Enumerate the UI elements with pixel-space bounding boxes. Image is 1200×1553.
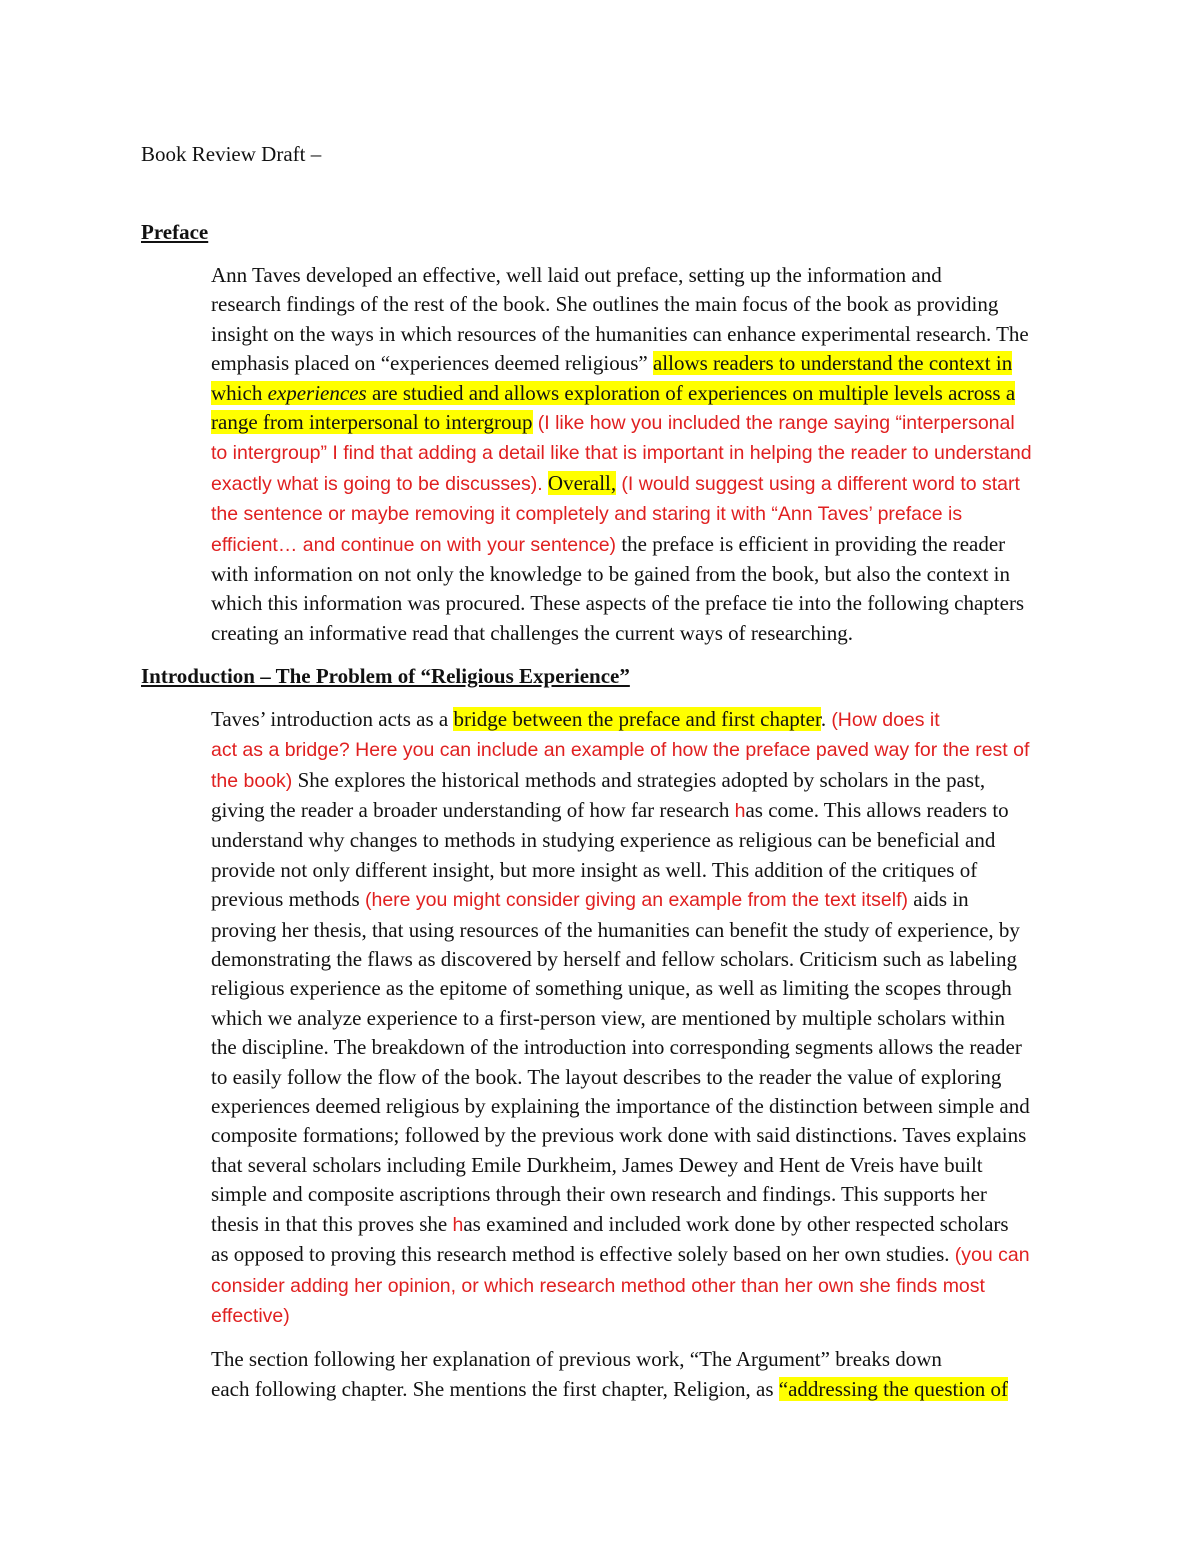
review-comment: consider adding her opinion, or which research method other than her own she finds most: [211, 1274, 985, 1297]
section-heading-introduction: Introduction – The Problem of “Religious Experience”: [141, 664, 630, 689]
review-comment: exactly what is going to be discusses).: [211, 472, 543, 495]
text-line: [141, 1180, 1060, 1209]
text-run: previous methods: [211, 887, 365, 912]
text-run: experiences deemed religious by explaining the importance of the distinction between simple and: [211, 1094, 1030, 1119]
review-comment: (you can: [954, 1244, 1030, 1267]
highlighted-text: bridge between the preface and first chapter: [453, 706, 821, 731]
text-line: [141, 735, 1060, 765]
review-comment: h: [734, 800, 746, 822]
text-run: which this information was procured. These aspects of the preface tie into the following chapters: [211, 591, 1025, 616]
text-line: [141, 1301, 1060, 1331]
text-line: [141, 530, 1060, 560]
text-line: [141, 379, 1060, 408]
highlighted-text: are studied and allows exploration of experiences on multiple levels across a: [366, 380, 1016, 405]
body-paragraph: [141, 1345, 1060, 1404]
section-body-preface: [141, 261, 1060, 648]
text-run: giving the reader a broader understanding of how far research: [211, 798, 735, 822]
text-run: emphasis placed on “experiences deemed religious”: [211, 351, 653, 376]
text-line: [141, 469, 1060, 499]
section-heading-preface: Preface: [141, 219, 209, 244]
highlighted-text: which: [211, 380, 268, 405]
text-run: each following chapter. She mentions the first chapter, Religion, as: [211, 1376, 779, 1401]
review-comment: act as a bridge? Here you can include an example of how the preface paved way for the rest of: [211, 739, 1030, 762]
text-run: with information on not only the knowledge to be gained from the book, but also the context in: [211, 562, 1011, 587]
text-line: [141, 1345, 1060, 1374]
review-comment: effective): [211, 1304, 290, 1327]
text-line: [141, 320, 1060, 349]
highlighted-text: range from interpersonal to intergroup: [211, 410, 533, 435]
text-run: religious experience as the epitome of something unique, as well as limiting the scopes through: [211, 976, 1012, 1001]
text-line: [141, 916, 1060, 945]
text-run: She explores the historical methods and strategies adopted by scholars in the past,: [292, 767, 986, 792]
text-line: [141, 856, 1060, 885]
text-run: composite formations; followed by the previous work done with said distinctions. Taves explains: [211, 1123, 1027, 1148]
text-run: proving her thesis, that using resources of the humanities can benefit the study of experience, by: [211, 917, 1020, 942]
text-line: [141, 1271, 1060, 1301]
text-run: .: [820, 706, 832, 731]
text-line: [141, 885, 1060, 915]
text-run: Ann Taves developed an effective, well laid out preface, setting up the information and: [211, 263, 942, 287]
highlighted-text: experiences: [267, 380, 367, 405]
body-paragraph: [141, 261, 1060, 648]
text-run: as opposed to proving this research method is effective solely based on her own studies.: [211, 1242, 955, 1267]
review-comment: h: [452, 1213, 464, 1236]
text-line: [141, 1240, 1060, 1270]
text-line: [141, 705, 1060, 735]
text-line: [141, 1004, 1060, 1033]
text-run: research findings of the rest of the book. She outlines the main focus of the book as providing: [211, 292, 999, 317]
text-run: thesis in that this proves she: [211, 1211, 453, 1236]
review-comment: (How does it: [831, 708, 940, 731]
text-line: [141, 826, 1060, 855]
text-line: [141, 261, 1060, 290]
text-line: [141, 589, 1060, 618]
text-run: demonstrating the flaws as discovered by herself and fellow scholars. Criticism such as labeling: [211, 947, 1017, 972]
text-run: that several scholars including Emile Durkheim, James Dewey and Hent de Vreis have built: [211, 1152, 983, 1177]
text-run: simple and composite ascriptions through their own research and findings. This supports her: [211, 1182, 987, 1207]
text-run: aids in: [908, 887, 969, 912]
text-run: insight on the ways in which resources of the humanities can enhance experimental research. The: [211, 321, 1029, 346]
text-line: [141, 1033, 1060, 1062]
body-paragraph: [141, 705, 1060, 1332]
review-comment: to intergroup” I find that adding a detail like that is important in helping the reader to understand: [211, 442, 1032, 465]
text-run: Taves’ introduction acts as a: [211, 706, 454, 731]
text-run: as come. This allows readers to: [745, 798, 1009, 822]
review-comment: (I like how you included the range saying “interpersonal: [537, 412, 1015, 435]
text-run: The section following her explanation of previous work, “The Argument” breaks down: [211, 1347, 942, 1372]
text-line: [141, 408, 1060, 438]
text-run: to easily follow the flow of the book. The layout describes to the reader the value of exploring: [211, 1064, 1002, 1089]
text-line: [141, 1151, 1060, 1180]
section-body-introduction: [141, 705, 1060, 1404]
text-run: creating an informative read that challenges the current ways of researching.: [211, 620, 853, 645]
review-comment: efficient… and continue on with your sentence): [211, 533, 617, 556]
highlighted-text: allows readers to understand the context in: [652, 351, 1013, 376]
text-line: [141, 766, 1060, 796]
text-line: [141, 499, 1060, 529]
text-line: [141, 1121, 1060, 1150]
review-comment: (here you might consider giving an example from the text itself): [364, 889, 908, 912]
text-line: [141, 349, 1060, 378]
text-run: the preface is efficient in providing the reader: [616, 531, 1006, 556]
text-line: [141, 1210, 1060, 1240]
document-title: Book Review Draft –: [141, 142, 322, 166]
text-line: [141, 438, 1060, 468]
text-run: provide not only different insight, but more insight as well. This addition of the critiques of: [211, 857, 978, 882]
text-run: the discipline. The breakdown of the introduction into corresponding segments allows the reader: [211, 1035, 1022, 1060]
text-run: as examined and included work done by other respected scholars: [463, 1211, 1009, 1236]
review-comment: the book): [211, 769, 293, 792]
text-run: which we analyze experience to a first-person view, are mentioned by multiple scholars within: [211, 1005, 1006, 1030]
text-line: [141, 945, 1060, 974]
text-line: [141, 1092, 1060, 1121]
text-line: [141, 974, 1060, 1003]
text-line: [141, 796, 1060, 826]
review-comment: the sentence or maybe removing it completely and staring it with “Ann Taves’ preface is: [211, 503, 963, 526]
highlighted-text: “addressing the question of: [778, 1376, 1008, 1401]
text-line: [141, 290, 1060, 319]
highlighted-text: Overall,: [547, 470, 617, 495]
text-line: [141, 1375, 1060, 1404]
text-line: [141, 560, 1060, 589]
text-line: [141, 619, 1060, 648]
review-comment: (I would suggest using a different word to start: [621, 472, 1020, 495]
text-run: understand why changes to methods in studying experience as religious can be beneficial and: [211, 828, 996, 853]
text-line: [141, 1063, 1060, 1092]
